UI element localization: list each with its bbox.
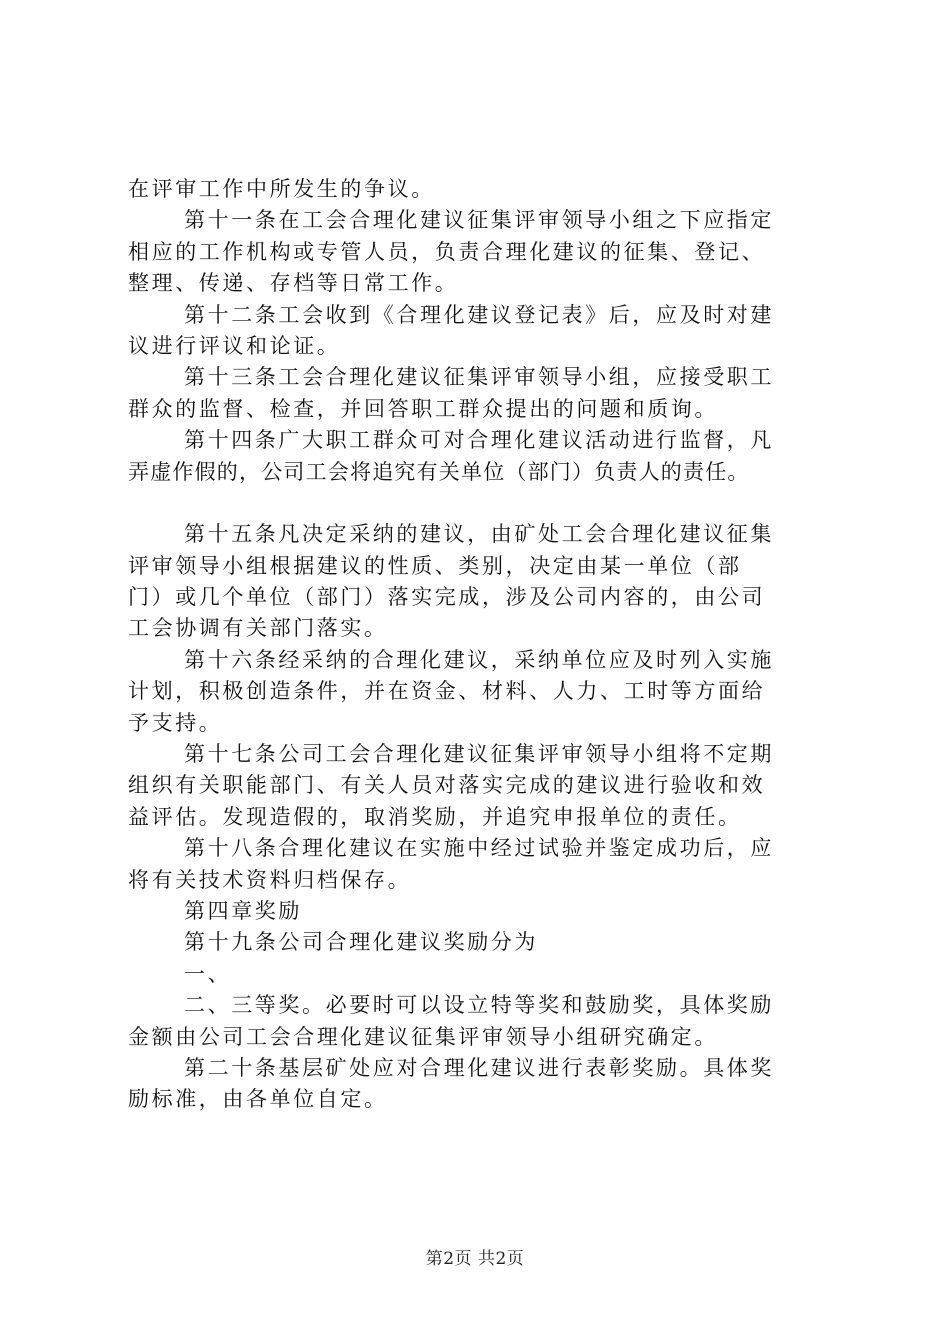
- text-line: 第十七条公司工会合理化建议征集评审领导小组将不定期: [184, 742, 774, 767]
- text-line: 第十二条工会收到《合理化建议登记表》后，应及时对建: [184, 302, 774, 327]
- text-line: 第十九条公司合理化建议奖励分为: [184, 930, 538, 955]
- page-number: 第2页 共2页: [425, 1249, 525, 1269]
- text-line: 第十三条工会合理化建议征集评审领导小组，应接受职工: [184, 365, 774, 390]
- text-line: 工会协调有关部门落实。: [128, 616, 388, 641]
- text-line: 第十四条广大职工群众可对合理化建议活动进行监督，凡: [184, 428, 774, 453]
- text-line: 第二十条基层矿处应对合理化建议进行表彰奖励。具体奖: [184, 1055, 774, 1080]
- document-body: [128, 174, 828, 1116]
- paragraph-gap: [128, 488, 828, 519]
- text-line: 一、: [184, 961, 232, 986]
- text-line: 益评估。发现造假的，取消奖励，并追究申报单位的责任。: [128, 804, 742, 829]
- text-line: 整理、传递、存档等日常工作。: [128, 271, 459, 296]
- text-line: 励标准，由各单位自定。: [128, 1087, 388, 1112]
- text-line: 予支持。: [128, 710, 223, 735]
- text-line: 议进行评议和论证。: [128, 333, 341, 358]
- text-line: 相应的工作机构或专管人员，负责合理化建议的征集、登记、: [128, 239, 766, 264]
- text-line: 二、三等奖。必要时可以设立特等奖和鼓励奖，具体奖励: [184, 993, 774, 1018]
- text-line: 第十六条经采纳的合理化建议，采纳单位应及时列入实施: [184, 647, 774, 672]
- chapter-heading: 第四章奖励: [184, 898, 302, 923]
- text-line: 金额由公司工会合理化建议征集评审领导小组研究确定。: [128, 1024, 718, 1049]
- text-line: 第十一条在工会合理化建议征集评审领导小组之下应指定: [184, 208, 774, 233]
- text-line: 第十八条合理化建议在实施中经过试验并鉴定成功后，应: [184, 836, 774, 861]
- text-line: 门）或几个单位（部门）落实完成，涉及公司内容的，由公司: [128, 585, 766, 610]
- text-line: 群众的监督、检查，并回答职工群众提出的问题和质询。: [128, 396, 718, 421]
- text-line: 弄虚作假的，公司工会将追究有关单位（部门）负责人的责任。: [128, 459, 750, 484]
- text-line: 将有关技术资料归档保存。: [128, 867, 412, 892]
- text-line: 评审领导小组根据建议的性质、类别，决定由某一单位（部: [128, 553, 742, 578]
- text-line: 计划，积极创造条件，并在资金、材料、人力、工时等方面给: [128, 679, 766, 704]
- text-line: 在评审工作中所发生的争议。: [128, 177, 435, 201]
- text-line: 组织有关职能部门、有关人员对落实完成的建议进行验收和效: [128, 773, 766, 798]
- text-line: 第十五条凡决定采纳的建议，由矿处工会合理化建议征集: [184, 522, 774, 547]
